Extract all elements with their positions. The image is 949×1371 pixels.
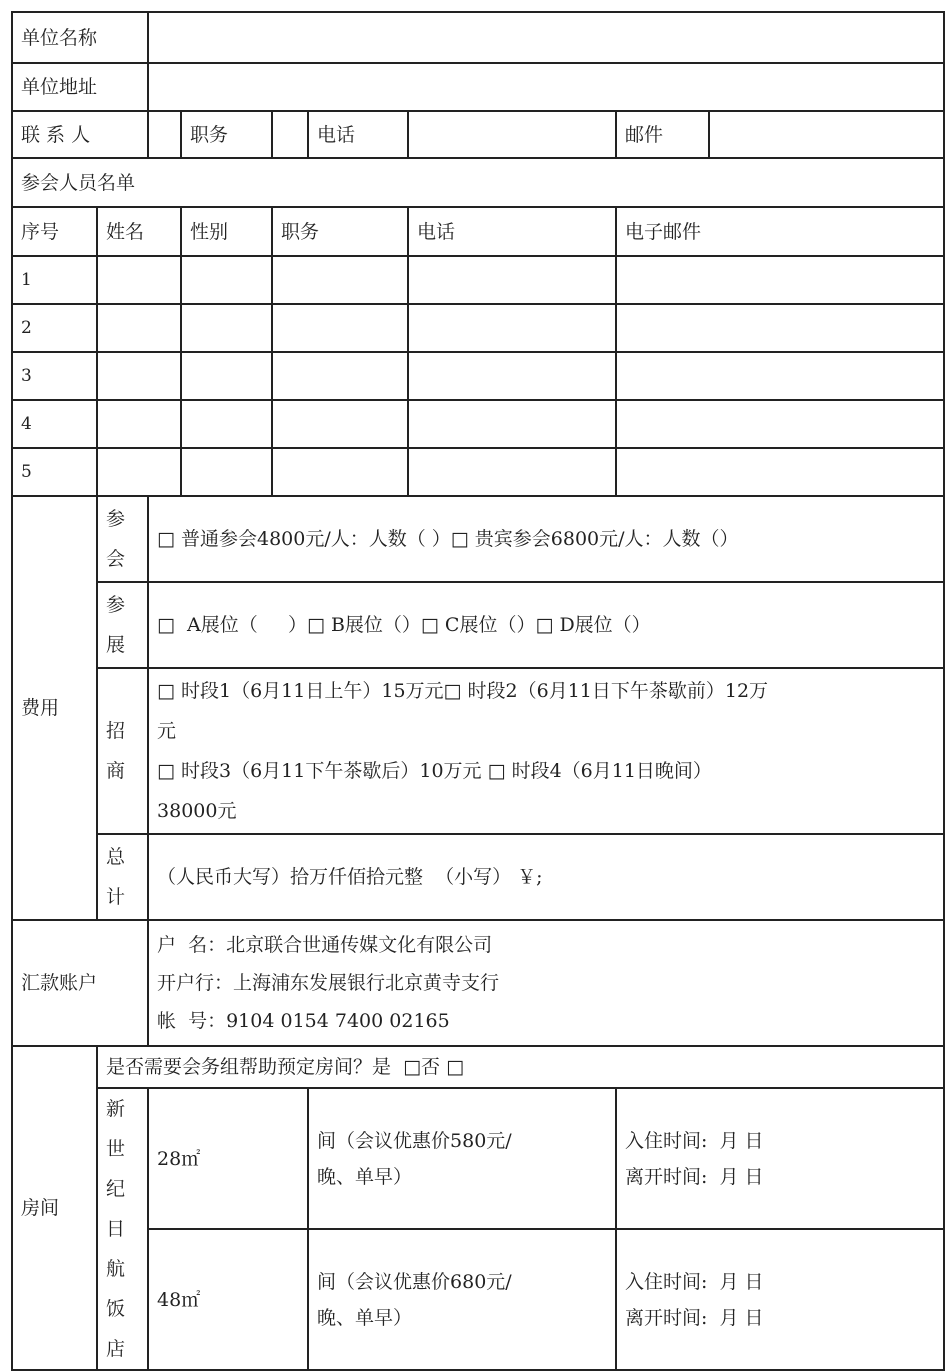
attendee-email-cell[interactable] <box>616 256 944 304</box>
contact-phone-value[interactable] <box>408 111 616 158</box>
attendee-gender-cell[interactable] <box>181 304 272 352</box>
attendee-gender-cell[interactable] <box>181 448 272 496</box>
attendee-index: 3 <box>12 352 97 400</box>
room-option-row <box>12 1229 944 1370</box>
attendee-position-cell[interactable] <box>272 352 408 400</box>
checkout-time: 离开时间: 月 日 <box>625 1306 764 1329</box>
room-size: 28㎡ <box>148 1088 308 1229</box>
fee-sponsor-label-char: 商 <box>106 760 126 782</box>
attendee-name-cell[interactable] <box>97 352 181 400</box>
attendee-index: 5 <box>12 448 97 496</box>
contact-row <box>12 111 944 158</box>
unit-address-label: 单位地址 <box>12 63 148 111</box>
contact-position-value[interactable] <box>272 111 308 158</box>
attendee-index: 2 <box>12 304 97 352</box>
hotel-name-part: 新世 <box>106 1098 126 1160</box>
attendee-name-cell[interactable] <box>97 304 181 352</box>
fee-attend-row <box>12 496 944 582</box>
unit-name-value[interactable] <box>148 12 944 63</box>
contact-person-value[interactable] <box>148 111 181 158</box>
fee-exhibit-options[interactable]: □ A展位（ ）□ B展位（）□ C展位（）□ D展位（） <box>148 582 944 668</box>
attendee-email-cell[interactable] <box>616 448 944 496</box>
account-number: 帐 号：9104 0154 7400 02165 <box>157 1010 450 1032</box>
header-email: 电子邮件 <box>616 207 944 256</box>
attendee-row <box>12 352 944 400</box>
hotel-name <box>97 1088 148 1370</box>
attendee-gender-cell[interactable] <box>181 256 272 304</box>
account-details <box>148 920 944 1046</box>
account-name: 户 名：北京联合世通传媒文化有限公司 <box>157 934 493 956</box>
room-option-row <box>12 1088 944 1229</box>
fee-total-row <box>12 834 944 920</box>
attendee-position-cell[interactable] <box>272 448 408 496</box>
attendee-list-title-row <box>12 158 944 207</box>
attendee-name-cell[interactable] <box>97 448 181 496</box>
attendee-index: 4 <box>12 400 97 448</box>
fee-sponsor-label <box>97 668 148 834</box>
header-name: 姓名 <box>97 207 181 256</box>
room-price[interactable] <box>308 1088 616 1229</box>
attendee-gender-cell[interactable] <box>181 352 272 400</box>
fee-total-label-char: 计 <box>106 886 126 908</box>
fee-attend-options[interactable]: □ 普通参会4800元/人：人数（ ）□ 贵宾参会6800元/人：人数（） <box>148 496 944 582</box>
room-price-line: 间（会议优惠价680元/ <box>317 1270 512 1293</box>
unit-address-row <box>12 63 944 111</box>
sponsor-line: 38000元 <box>157 800 237 822</box>
attendee-row <box>12 400 944 448</box>
room-price-line: 间（会议优惠价580元/ <box>317 1129 512 1152</box>
header-index: 序号 <box>12 207 97 256</box>
room-price-line: 晚、单早） <box>317 1165 413 1188</box>
attendee-position-cell[interactable] <box>272 304 408 352</box>
fee-exhibit-label-char: 参 <box>106 594 126 616</box>
fee-total-value[interactable]: （人民币大写）拾万仟佰拾元整 （小写） ￥; <box>148 834 944 920</box>
checkin-time: 入住时间: 月 日 <box>625 1270 764 1293</box>
fee-sponsor-label-char: 招 <box>106 720 126 742</box>
contact-email-label: 邮件 <box>616 111 709 158</box>
room-price-line: 晚、单早） <box>317 1306 413 1329</box>
attendee-list-title: 参会人员名单 <box>12 158 944 207</box>
contact-position-label: 职务 <box>181 111 272 158</box>
room-question-row <box>12 1046 944 1088</box>
attendee-phone-cell[interactable] <box>408 304 616 352</box>
header-gender: 性别 <box>181 207 272 256</box>
attendee-position-cell[interactable] <box>272 400 408 448</box>
fee-attend-label <box>97 496 148 582</box>
checkin-time: 入住时间: 月 日 <box>625 1129 764 1152</box>
attendee-index: 1 <box>12 256 97 304</box>
attendee-phone-cell[interactable] <box>408 352 616 400</box>
account-row <box>12 920 944 1046</box>
hotel-name-part: 航 <box>106 1258 126 1280</box>
attendee-email-cell[interactable] <box>616 304 944 352</box>
attendee-phone-cell[interactable] <box>408 448 616 496</box>
account-label: 汇款账户 <box>12 920 148 1046</box>
attendee-name-cell[interactable] <box>97 400 181 448</box>
unit-address-value[interactable] <box>148 63 944 111</box>
sponsor-line: 元 <box>157 720 177 742</box>
attendee-row <box>12 256 944 304</box>
attendee-phone-cell[interactable] <box>408 400 616 448</box>
attendee-email-cell[interactable] <box>616 400 944 448</box>
registration-form-table <box>11 11 945 1371</box>
contact-person-label: 联 系 人 <box>12 111 148 158</box>
room-size: 48㎡ <box>148 1229 308 1370</box>
account-bank: 开户行：上海浦东发展银行北京黄寺支行 <box>157 972 500 994</box>
attendee-row <box>12 448 944 496</box>
room-dates[interactable] <box>616 1229 944 1370</box>
attendee-name-cell[interactable] <box>97 256 181 304</box>
attendee-gender-cell[interactable] <box>181 400 272 448</box>
fee-total-label-char: 总 <box>106 846 126 868</box>
attendee-row <box>12 304 944 352</box>
unit-name-label: 单位名称 <box>12 12 148 63</box>
unit-name-row <box>12 12 944 63</box>
sponsor-line: □ 时段3（6月11下午茶歇后）10万元 □ 时段4（6月11日晚间） <box>157 760 712 782</box>
header-position: 职务 <box>272 207 408 256</box>
attendee-email-cell[interactable] <box>616 352 944 400</box>
sponsor-line: □ 时段1（6月11日上午）15万元□ 时段2（6月11日下午茶歇前）12万 <box>157 680 769 702</box>
contact-phone-label: 电话 <box>308 111 408 158</box>
hotel-name-part: 饭店 <box>106 1298 126 1360</box>
room-booking-question[interactable]: 是否需要会务组帮助预定房间？是 □否 □ <box>97 1046 944 1088</box>
fee-attend-label-char: 参 <box>106 508 126 530</box>
checkout-time: 离开时间: 月 日 <box>625 1165 764 1188</box>
contact-email-value[interactable] <box>709 111 944 158</box>
rooms-label: 房间 <box>12 1046 97 1370</box>
fee-exhibit-row <box>12 582 944 668</box>
attendee-position-cell[interactable] <box>272 256 408 304</box>
room-dates[interactable] <box>616 1088 944 1229</box>
fee-attend-label-char: 会 <box>106 548 126 570</box>
attendee-phone-cell[interactable] <box>408 256 616 304</box>
fee-total-label <box>97 834 148 920</box>
fee-sponsor-row <box>12 668 944 834</box>
header-phone: 电话 <box>408 207 616 256</box>
fees-label: 费用 <box>12 496 97 920</box>
room-price[interactable] <box>308 1229 616 1370</box>
fee-exhibit-label-char: 展 <box>106 634 126 656</box>
fee-exhibit-label <box>97 582 148 668</box>
fee-sponsor-options[interactable] <box>148 668 944 834</box>
attendee-header-row <box>12 207 944 256</box>
hotel-name-part: 纪日 <box>106 1178 126 1240</box>
